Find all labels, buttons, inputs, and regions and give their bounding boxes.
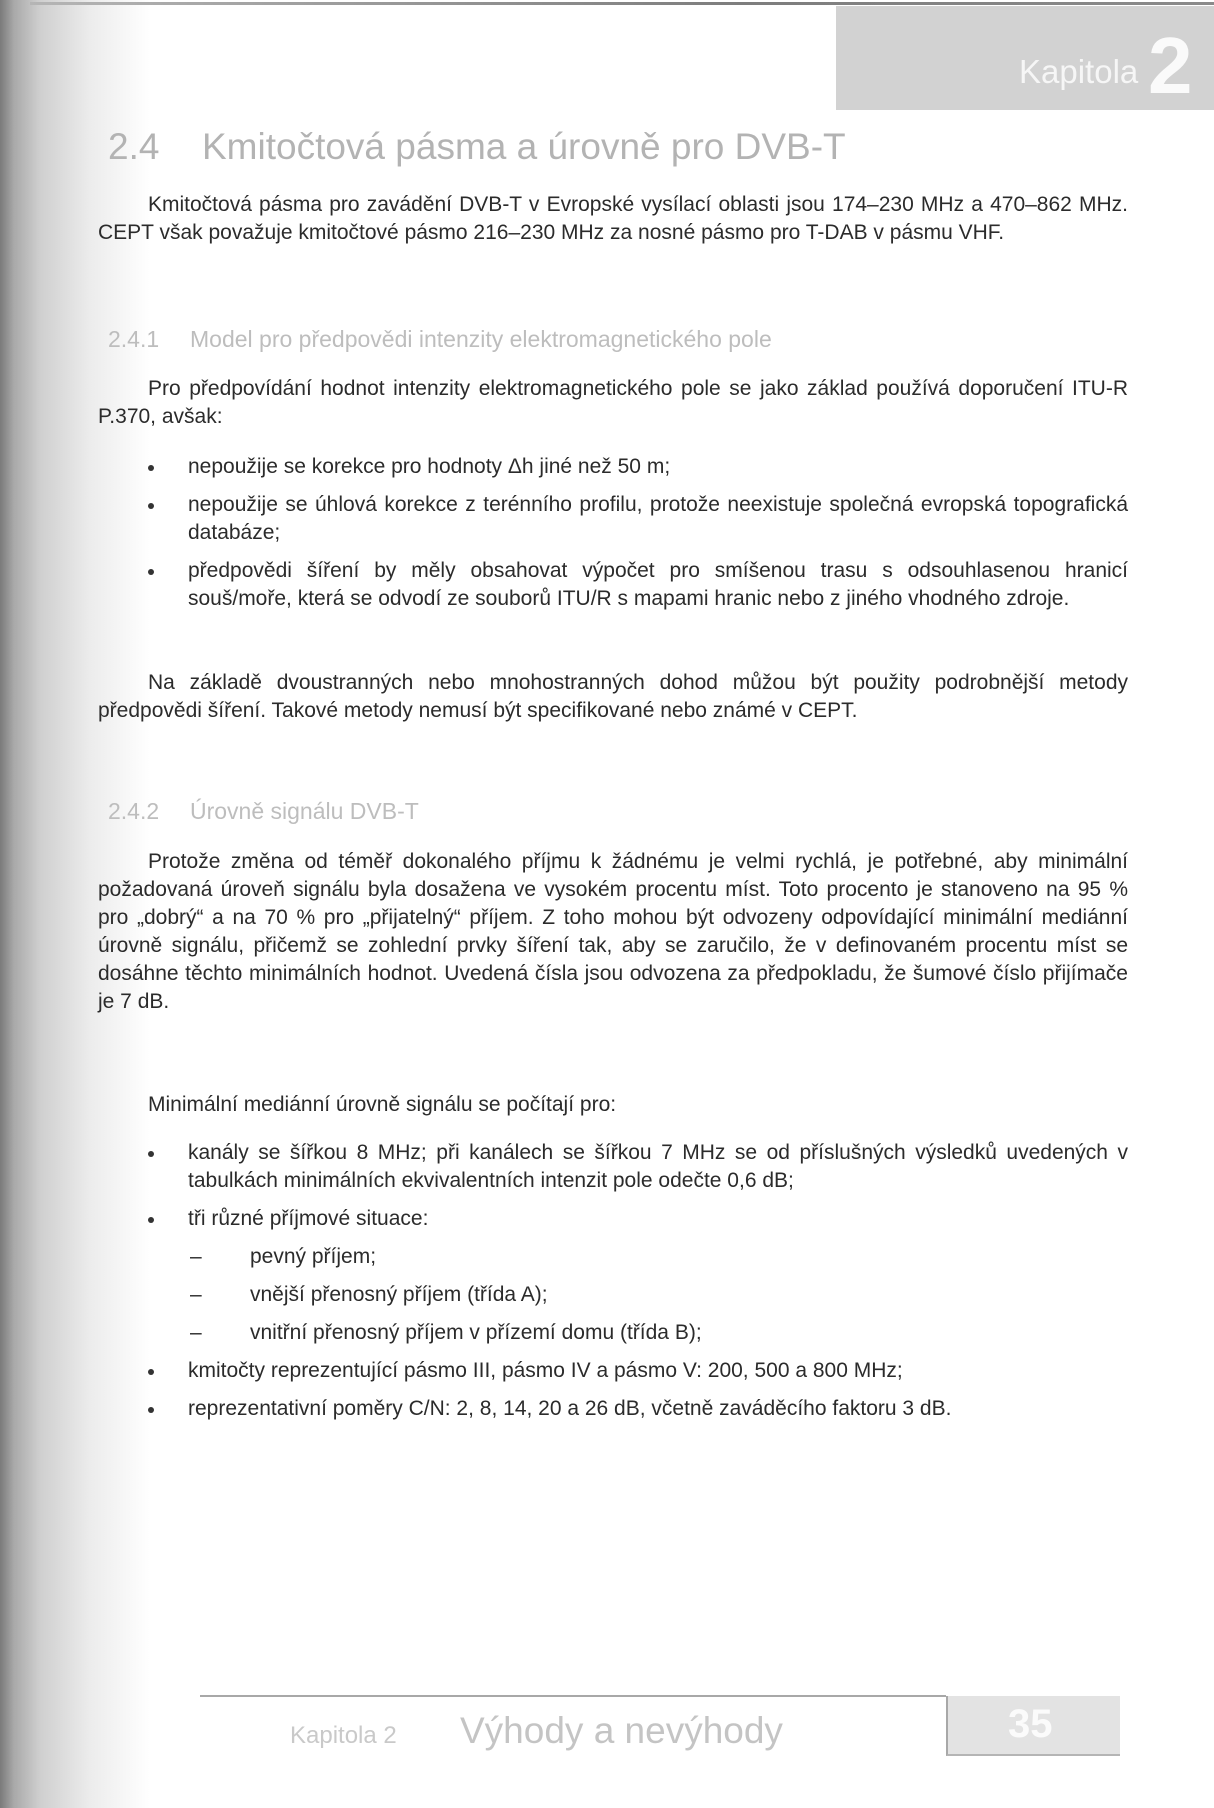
footer-rule [200,1695,946,1697]
subsection-2-bullet-list [148,1139,1128,1433]
page-number-box [946,1696,1120,1756]
list-item: nepoužije se korekce pro hodnoty Δh jiné než 50 m; [148,453,1128,481]
list-item: kmitočty reprezentující pásmo III, pásmo IV a pásmo V: 200, 500 a 800 MHz; [148,1357,1128,1385]
subsection-1-closing: Na základě dvoustranných nebo mnohostranných dohod můžou být použity podrobnější metody předpovědi šíření. Takové metody nemusí být specifikované nebo známé v CEPT. [98,671,1128,722]
subsection-2-heading [108,800,419,823]
subsection-1-bullet-list [148,453,1128,623]
subsection-1-number: 2.4.1 [108,326,160,352]
list-item: předpovědi šíření by měly obsahovat výpočet pro smíšenou trasu s odsouhlasenou hranicí souš/moře, která se odvodí ze souborů ITU/R s mapami hranic nebo z jiného vhodného zdroje. [148,557,1128,613]
list-item: reprezentativní poměry C/N: 2, 8, 14, 20 a 26 dB, včetně zaváděcího faktoru 3 dB. [148,1395,1128,1423]
chapter-number: 2 [1148,21,1193,110]
footer-chapter-label: Kapitola 2 [290,1722,397,1749]
section-heading [108,128,846,165]
subsection-2-number: 2.4.2 [108,798,160,824]
subsection-2-title: Úrovně signálu DVB-T [190,798,419,824]
page-number: 35 [1008,1702,1053,1746]
subsection-1-title: Model pro předpovědi intenzity elektromagnetického pole [190,326,772,352]
dash-list-item: – vnější přenosný příjem (třída A); [148,1281,1128,1309]
top-rule [30,2,1214,5]
list-item: kanály se šířkou 8 MHz; při kanálech se šířkou 7 MHz se od příslušných výsledků uvedených v tabulkách minimálních ekvivalentních intenzit pole odečte 0,6 dB; [148,1139,1128,1195]
dash-mark: – [190,1283,202,1306]
subsection-1-heading [108,328,772,351]
dash-list-item: – pevný příjem; [148,1243,1128,1271]
dash-mark: – [190,1245,202,1268]
list-item: nepoužije se úhlová korekce z terénního profilu, protože neexistuje společná evropská topografická databáze; [148,491,1128,547]
subsection-2-list-intro: Minimální mediánní úrovně signálu se počítají pro: [148,1093,617,1116]
section-number: 2.4 [108,126,160,167]
list-item: tři různé příjmové situace: [148,1205,1128,1233]
chapter-word: Kapitola [1019,53,1139,90]
section-title: Kmitočtová pásma a úrovně pro DVB-T [202,126,846,167]
subsection-2-paragraph: Protože změna od téměř dokonalého příjmu k žádnému je velmi rychlá, je potřebné, aby minimální požadovaná úroveň signálu byla dosažena ve vysokém procentu míst. Toto procento je stanoveno na 95 % pro „dobrý“ a na 70 % pro „přijatelný“ příjem. Z toho mohou být odvozeny odpovídající minimální mediánní úrovně signálu, přičemž se zohlední prvky šíření tak, aby se zaručilo, že v definovaném procentu míst se dosáhne těchto minimálních hodnot. Uvedená čísla jsou odvozena za předpokladu, že šumové číslo přijímače je 7 dB. [98,850,1128,1013]
dash-mark: – [190,1321,202,1344]
chapter-tab [836,6,1214,110]
footer-chapter-title: Výhody a nevýhody [460,1710,783,1751]
dash-list-item: – vnitřní přenosný příjem v přízemí domu (třída B); [148,1319,1128,1347]
subsection-1-intro: Pro předpovídání hodnot intenzity elektromagnetického pole se jako základ používá doporučení ITU-R P.370, avšak: [98,377,1128,428]
section-intro: Kmitočtová pásma pro zavádění DVB-T v Evropské vysílací oblasti jsou 174–230 MHz a 470–862 MHz. CEPT však považuje kmitočtové pásmo 216–230 MHz za nosné pásmo pro T-DAB v pásmu VHF. [98,193,1128,244]
